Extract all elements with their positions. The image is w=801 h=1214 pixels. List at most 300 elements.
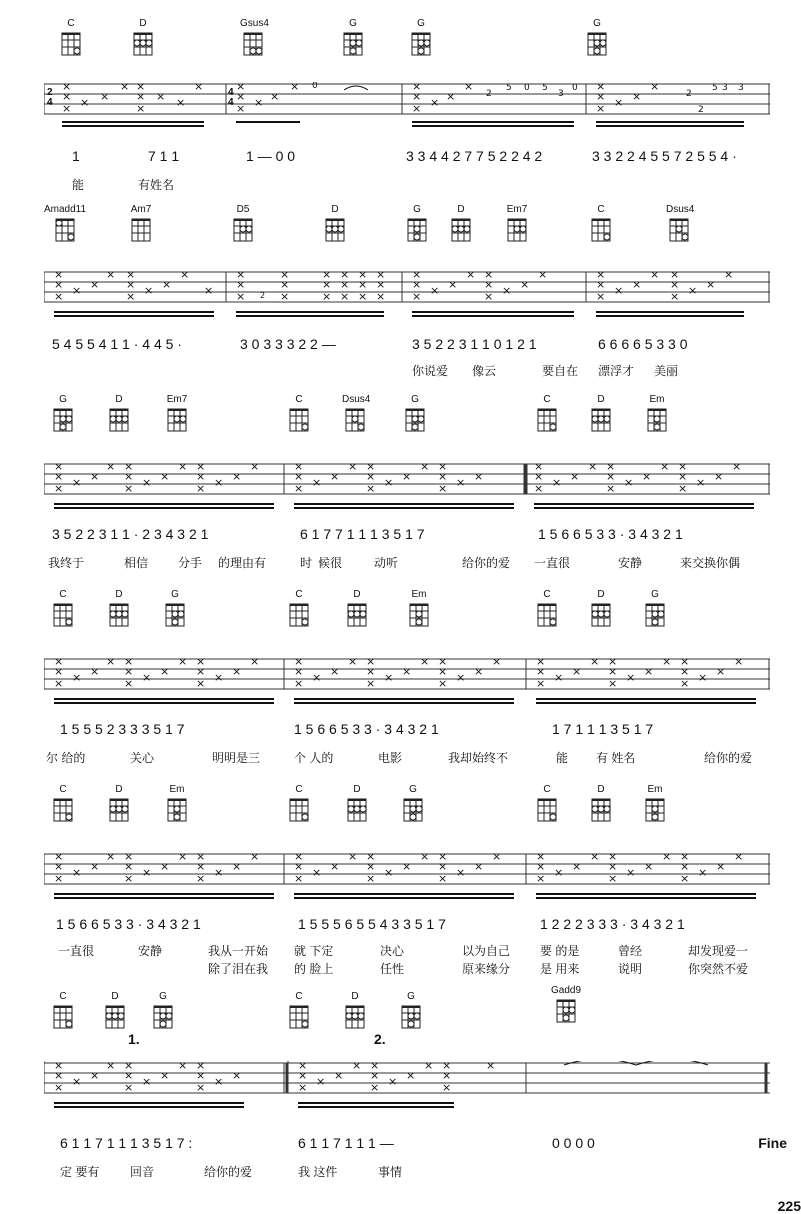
chord-diagram xyxy=(102,991,128,1030)
lyric-word: 安静 xyxy=(138,944,163,958)
chord-grid-icon xyxy=(324,217,346,243)
chord-grid-icon xyxy=(166,407,188,433)
lyric-word: 你说爱 xyxy=(412,364,449,378)
chord-grid-icon xyxy=(108,602,130,628)
chord-grid-icon xyxy=(400,1004,422,1030)
svg-text:×: × xyxy=(54,290,64,303)
svg-text:×: × xyxy=(214,1075,224,1088)
chord-grid-icon xyxy=(108,797,130,823)
chord-diagram xyxy=(398,991,424,1030)
svg-text:5: 5 xyxy=(712,83,718,93)
svg-text:×: × xyxy=(126,278,136,291)
svg-text:×: × xyxy=(54,872,64,885)
svg-text:×: × xyxy=(370,1069,380,1082)
svg-text:×: × xyxy=(348,657,358,668)
chord-name: D xyxy=(351,991,359,1002)
svg-text:×: × xyxy=(366,677,376,690)
system-4 xyxy=(0,585,801,780)
chord-grid-icon xyxy=(52,1004,74,1030)
svg-text:×: × xyxy=(572,665,582,678)
chord-name: C xyxy=(59,784,67,795)
svg-text:×: × xyxy=(106,852,116,863)
lyric-word: 原来缘分 xyxy=(462,962,511,976)
lyric-word: 像云 xyxy=(472,364,497,378)
svg-text:×: × xyxy=(340,278,350,291)
svg-text:×: × xyxy=(484,278,494,291)
chord-grid-icon xyxy=(536,602,558,628)
svg-text:×: × xyxy=(376,290,386,303)
svg-text:×: × xyxy=(536,860,546,873)
svg-text:×: × xyxy=(196,860,206,873)
svg-text:0: 0 xyxy=(524,83,530,93)
lyric-word: 能 xyxy=(72,178,85,192)
svg-text:×: × xyxy=(484,270,494,281)
chord-diagram xyxy=(40,204,90,243)
svg-text:×: × xyxy=(366,470,376,483)
svg-text:×: × xyxy=(688,284,698,297)
svg-text:×: × xyxy=(124,482,134,495)
svg-text:×: × xyxy=(366,665,376,678)
chord-diagram xyxy=(162,589,188,628)
svg-text:×: × xyxy=(650,82,660,93)
jianpu-line xyxy=(44,916,770,936)
svg-text:×: × xyxy=(438,665,448,678)
svg-text:×: × xyxy=(642,470,652,483)
chord-grid-icon xyxy=(590,407,612,433)
lyric-word: 关心 xyxy=(130,751,155,765)
chord-name: D xyxy=(597,394,605,405)
svg-text:×: × xyxy=(294,482,304,495)
chord-diagram xyxy=(106,589,132,628)
jianpu-measure: 0 0 0 0 xyxy=(552,1135,595,1151)
jianpu-measure: 1 5 6 6 5 3 3 · 3 4 3 2 1 xyxy=(294,721,439,737)
svg-text:×: × xyxy=(358,290,368,303)
jianpu-line xyxy=(44,721,770,741)
svg-text:×: × xyxy=(538,270,548,281)
lyric-word: 给你的爱 xyxy=(462,556,511,570)
page-number: 225 xyxy=(777,1198,801,1214)
svg-text:×: × xyxy=(644,860,654,873)
svg-text:×: × xyxy=(124,462,134,473)
system-3 xyxy=(0,390,801,585)
svg-text:×: × xyxy=(294,462,304,473)
svg-text:×: × xyxy=(196,657,206,668)
svg-text:×: × xyxy=(484,290,494,303)
chord-grid-icon xyxy=(590,797,612,823)
time-signature: 2 4 xyxy=(47,87,53,108)
svg-text:×: × xyxy=(124,1061,134,1072)
svg-text:×: × xyxy=(596,270,606,281)
svg-text:×: × xyxy=(232,1069,242,1082)
svg-text:×: × xyxy=(474,470,484,483)
svg-text:×: × xyxy=(698,866,708,879)
system-1 xyxy=(0,0,801,200)
svg-text:×: × xyxy=(178,462,188,473)
chord-name: Gsus4 xyxy=(240,18,269,29)
jianpu-measure: 7 1 1 xyxy=(148,148,180,164)
svg-text:×: × xyxy=(294,677,304,690)
svg-text:×: × xyxy=(412,290,422,303)
chord-name: C xyxy=(295,394,303,405)
chord-diagram xyxy=(106,394,132,433)
chord-name: G xyxy=(651,589,659,600)
jianpu-measure: 3 3 4 4 2 7 7 5 2 2 4 2 xyxy=(406,148,543,164)
svg-text:×: × xyxy=(626,866,636,879)
svg-text:×: × xyxy=(178,852,188,863)
chord-diagram xyxy=(642,784,668,823)
chord-name: C xyxy=(543,784,551,795)
chord-name: D xyxy=(115,589,123,600)
svg-text:×: × xyxy=(596,102,606,115)
svg-text:×: × xyxy=(294,665,304,678)
svg-text:5: 5 xyxy=(542,83,548,93)
chord-name: C xyxy=(597,204,605,215)
svg-text:×: × xyxy=(366,852,376,863)
svg-text:×: × xyxy=(366,872,376,885)
svg-text:×: × xyxy=(424,1061,434,1072)
chord-diagram xyxy=(128,204,154,243)
svg-text:×: × xyxy=(590,657,600,668)
chord-diagram xyxy=(58,18,84,57)
svg-text:×: × xyxy=(358,278,368,291)
chord-grid-icon xyxy=(60,31,82,57)
chord-name: G xyxy=(593,18,601,29)
lyric-word: 明明是三 xyxy=(212,751,261,765)
chord-grid-icon xyxy=(644,602,666,628)
chord-diagram xyxy=(286,589,312,628)
jianpu-measure: 1 5 6 6 5 3 3 · 3 4 3 2 1 xyxy=(56,916,201,932)
jianpu-measure: 1 5 5 5 6 5 5 4 3 3 5 1 7 xyxy=(298,916,446,932)
svg-text:×: × xyxy=(438,872,448,885)
svg-text:×: × xyxy=(456,866,466,879)
chord-diagram xyxy=(588,394,614,433)
svg-text:×: × xyxy=(330,665,340,678)
chord-grid-icon xyxy=(52,602,74,628)
lyric-word: 一直很 xyxy=(58,944,95,958)
svg-text:×: × xyxy=(90,278,100,291)
chord-diagram xyxy=(584,18,610,57)
chord-name: D xyxy=(353,784,361,795)
svg-text:×: × xyxy=(194,82,204,93)
lyric-word: 定 要有 xyxy=(60,1165,100,1179)
chord-name: G xyxy=(411,394,419,405)
chord-name: C xyxy=(59,991,67,1002)
svg-text:×: × xyxy=(366,462,376,473)
svg-text:×: × xyxy=(554,866,564,879)
svg-text:×: × xyxy=(502,284,512,297)
lyric-word: 要自在 xyxy=(542,364,579,378)
svg-text:×: × xyxy=(716,860,726,873)
chord-grid-icon xyxy=(555,998,577,1024)
svg-text:×: × xyxy=(596,278,606,291)
svg-text:×: × xyxy=(714,470,724,483)
lyric-word: 我 这件 xyxy=(298,1165,338,1179)
lyric-word: 漂浮才 xyxy=(598,364,635,378)
chord-diagram xyxy=(50,991,76,1030)
svg-text:×: × xyxy=(250,852,260,863)
svg-text:×: × xyxy=(388,1075,398,1088)
chord-grid-icon xyxy=(288,407,310,433)
svg-text:×: × xyxy=(54,470,64,483)
svg-text:×: × xyxy=(680,852,690,863)
svg-text:×: × xyxy=(54,462,64,473)
lyric-word: 的理由有 xyxy=(218,556,267,570)
svg-text:×: × xyxy=(54,270,64,281)
lyric-word: 我终于 xyxy=(48,556,85,570)
svg-text:×: × xyxy=(54,278,64,291)
svg-text:×: × xyxy=(596,82,606,93)
chord-diagram xyxy=(406,589,432,628)
svg-text:×: × xyxy=(520,278,530,291)
chord-grid-icon xyxy=(164,602,186,628)
jianpu-measure: 1 2 2 2 3 3 3 · 3 4 3 2 1 xyxy=(540,916,685,932)
chord-grid-icon xyxy=(130,217,152,243)
chord-grid-icon xyxy=(232,217,254,243)
svg-text:×: × xyxy=(250,462,260,473)
tab-staff xyxy=(44,82,770,130)
svg-text:×: × xyxy=(420,852,430,863)
svg-text:×: × xyxy=(606,462,616,473)
svg-text:×: × xyxy=(366,860,376,873)
svg-text:×: × xyxy=(438,482,448,495)
lyric-word: 动听 xyxy=(374,556,399,570)
chord-diagram xyxy=(344,784,370,823)
svg-text:×: × xyxy=(54,1081,64,1094)
svg-text:×: × xyxy=(178,1061,188,1072)
lyric-word: 有姓名 xyxy=(138,178,175,192)
svg-text:×: × xyxy=(614,96,624,109)
svg-text:×: × xyxy=(608,860,618,873)
system-6 xyxy=(0,985,801,1214)
svg-text:×: × xyxy=(474,665,484,678)
chord-name: Amadd11 xyxy=(43,204,87,215)
lyric-word: 以为自己 xyxy=(462,944,511,958)
svg-text:×: × xyxy=(156,90,166,103)
svg-text:×: × xyxy=(254,96,264,109)
svg-text:×: × xyxy=(438,462,448,473)
lyric-word: 给你的爱 xyxy=(204,1165,253,1179)
svg-text:×: × xyxy=(54,665,64,678)
chord-grid-icon xyxy=(408,602,430,628)
chord-diagram xyxy=(588,784,614,823)
svg-text:×: × xyxy=(160,1069,170,1082)
svg-text:×: × xyxy=(124,872,134,885)
chord-diagram xyxy=(342,394,371,433)
lyric-word: 时 xyxy=(300,556,313,570)
chord-name: Em xyxy=(649,394,665,405)
lyric-word: 给你的爱 xyxy=(704,751,753,765)
svg-text:×: × xyxy=(124,677,134,690)
volta-1: 1. xyxy=(128,1031,140,1047)
svg-text:×: × xyxy=(270,90,280,103)
jianpu-line xyxy=(44,526,770,546)
svg-text:×: × xyxy=(294,860,304,873)
tab-staff xyxy=(44,852,770,902)
svg-text:×: × xyxy=(124,1069,134,1082)
svg-text:×: × xyxy=(204,284,214,297)
svg-text:×: × xyxy=(124,470,134,483)
chord-diagram xyxy=(644,394,670,433)
svg-text:×: × xyxy=(294,470,304,483)
chord-diagram xyxy=(534,784,560,823)
svg-text:×: × xyxy=(464,82,474,93)
svg-text:×: × xyxy=(62,90,72,103)
chord-name: D5 xyxy=(236,204,250,215)
chord-grid-icon xyxy=(450,217,472,243)
svg-text:×: × xyxy=(596,290,606,303)
svg-text:×: × xyxy=(106,657,116,668)
svg-text:×: × xyxy=(670,290,680,303)
system-2 xyxy=(0,200,801,390)
lyric-word: 的 脸上 xyxy=(294,962,334,976)
lyric-word: 分手 xyxy=(178,556,203,570)
svg-text:×: × xyxy=(54,677,64,690)
chord-grid-icon xyxy=(404,407,426,433)
chord-diagram xyxy=(642,589,668,628)
svg-text:×: × xyxy=(376,278,386,291)
svg-text:×: × xyxy=(734,852,744,863)
svg-text:×: × xyxy=(196,462,206,473)
svg-text:×: × xyxy=(142,1075,152,1088)
svg-text:×: × xyxy=(196,852,206,863)
svg-text:×: × xyxy=(442,1069,452,1082)
chord-diagram xyxy=(534,394,560,433)
svg-text:×: × xyxy=(412,102,422,115)
chord-name: D xyxy=(597,784,605,795)
svg-text:×: × xyxy=(236,278,246,291)
svg-text:×: × xyxy=(608,665,618,678)
chord-grid-icon xyxy=(52,407,74,433)
chord-name: Em7 xyxy=(506,204,528,215)
svg-text:×: × xyxy=(384,476,394,489)
svg-text:×: × xyxy=(90,665,100,678)
svg-text:×: × xyxy=(536,852,546,863)
lyric-word: 曾经 xyxy=(618,944,643,958)
tab-staff xyxy=(44,462,770,512)
svg-text:×: × xyxy=(126,290,136,303)
svg-text:×: × xyxy=(294,657,304,668)
svg-text:×: × xyxy=(136,102,146,115)
chord-diagram xyxy=(230,204,256,243)
chord-name: C xyxy=(295,991,303,1002)
svg-text:×: × xyxy=(680,677,690,690)
svg-text:×: × xyxy=(456,476,466,489)
chord-grid-icon xyxy=(644,797,666,823)
chord-name: G xyxy=(409,784,417,795)
svg-text:×: × xyxy=(236,90,246,103)
svg-text:×: × xyxy=(280,278,290,291)
lyric-word: 安静 xyxy=(618,556,643,570)
svg-text:×: × xyxy=(588,462,598,473)
jianpu-line xyxy=(44,1135,770,1155)
svg-text:×: × xyxy=(678,470,688,483)
chord-name: D xyxy=(597,589,605,600)
chord-grid-icon xyxy=(586,31,608,57)
lyric-word: 你突然不爱 xyxy=(688,962,749,976)
chord-name: D xyxy=(139,18,147,29)
svg-text:×: × xyxy=(100,90,110,103)
chord-name: G xyxy=(349,18,357,29)
chord-name: Am7 xyxy=(130,204,152,215)
svg-text:×: × xyxy=(384,866,394,879)
svg-text:×: × xyxy=(124,657,134,668)
svg-text:×: × xyxy=(72,284,82,297)
chord-name: G xyxy=(417,18,425,29)
svg-text:×: × xyxy=(214,476,224,489)
svg-text:×: × xyxy=(160,665,170,678)
chord-diagram xyxy=(588,204,614,243)
svg-text:5: 5 xyxy=(506,83,512,93)
svg-text:×: × xyxy=(734,657,744,668)
svg-text:×: × xyxy=(430,284,440,297)
jianpu-measure: 3 5 2 2 3 1 1 · 2 3 4 3 2 1 xyxy=(52,526,209,542)
svg-text:×: × xyxy=(106,462,116,473)
lyric-word: 一直很 xyxy=(534,556,571,570)
lyric-word: 候很 xyxy=(318,556,343,570)
volta-2: 2. xyxy=(374,1031,386,1047)
chord-name: C xyxy=(543,589,551,600)
chord-diagram xyxy=(50,589,76,628)
tab-staff xyxy=(44,657,770,707)
chord-name: Em xyxy=(169,784,185,795)
chord-diagram xyxy=(50,784,76,823)
chord-grid-icon xyxy=(590,602,612,628)
jianpu-measure: 6 1 1 7 1 1 1 3 5 1 7 : xyxy=(60,1135,193,1151)
lyric-word: 个 人的 xyxy=(294,751,334,765)
svg-text:×: × xyxy=(330,860,340,873)
svg-text:×: × xyxy=(402,470,412,483)
svg-text:×: × xyxy=(534,462,544,473)
chord-grid-icon xyxy=(288,1004,310,1030)
svg-text:×: × xyxy=(298,1061,308,1072)
chord-name: D xyxy=(331,204,339,215)
chord-name: Dsus4 xyxy=(342,394,371,405)
svg-text:×: × xyxy=(80,96,90,109)
jianpu-measure: 6 1 7 7 1 1 1 3 5 1 7 xyxy=(300,526,425,542)
chord-grid-icon xyxy=(346,602,368,628)
svg-text:×: × xyxy=(626,671,636,684)
svg-text:×: × xyxy=(62,82,72,93)
lyric-word: 说明 xyxy=(618,962,643,976)
svg-text:×: × xyxy=(136,82,146,93)
svg-text:×: × xyxy=(678,462,688,473)
lyric-word: 要 的是 xyxy=(540,944,580,958)
fine-marker: Fine xyxy=(758,1135,787,1151)
chord-diagram xyxy=(164,784,190,823)
chord-grid-icon xyxy=(668,217,690,243)
chord-name: Em xyxy=(647,784,663,795)
chord-name: Dsus4 xyxy=(666,204,695,215)
svg-text:×: × xyxy=(232,665,242,678)
chord-diagram xyxy=(164,394,190,433)
svg-text:×: × xyxy=(280,270,290,281)
svg-text:×: × xyxy=(72,1075,82,1088)
svg-text:×: × xyxy=(54,1061,64,1072)
chord-grid-icon xyxy=(52,797,74,823)
chord-grid-icon xyxy=(288,602,310,628)
chord-name: G xyxy=(159,991,167,1002)
svg-text:×: × xyxy=(316,1075,326,1088)
svg-text:×: × xyxy=(54,482,64,495)
lyric-word: 我从一开始 xyxy=(208,944,269,958)
svg-text:×: × xyxy=(144,284,154,297)
jianpu-measure: 6 1 1 7 1 1 1 — xyxy=(298,1135,394,1151)
chord-grid-icon xyxy=(242,31,264,57)
svg-text:×: × xyxy=(644,665,654,678)
svg-text:×: × xyxy=(438,860,448,873)
svg-text:×: × xyxy=(572,860,582,873)
chord-grid-icon xyxy=(166,797,188,823)
